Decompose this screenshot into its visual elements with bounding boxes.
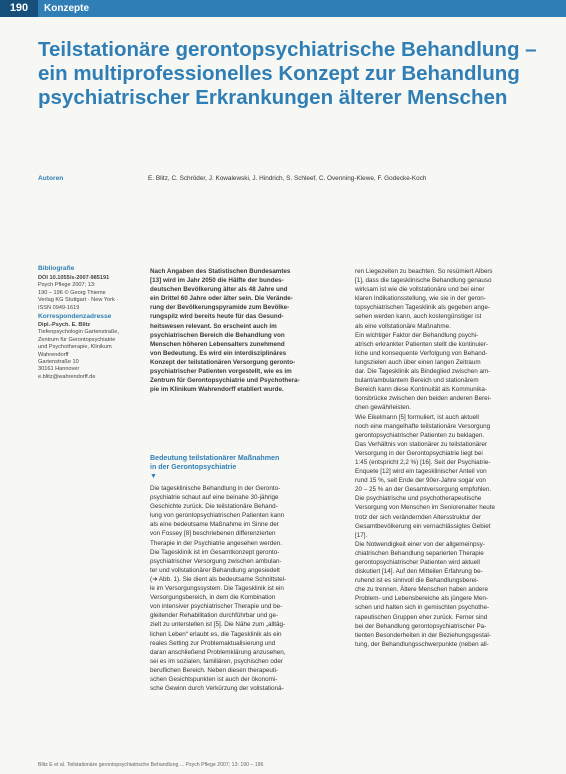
body-line: Versorgung in der Gerontopsychiatrie liegt bei: [355, 449, 483, 457]
title-line: Teilstationäre gerontopsychiatrische Behandlung –: [38, 38, 537, 61]
section-heading-line: in der Gerontopsychiatrie: [150, 463, 237, 471]
body-column-left: [150, 484, 347, 693]
correspondence-block: [38, 322, 144, 381]
article-title: [38, 38, 538, 110]
body-line: [1], dass die tagesklinische Behandlung genauso: [355, 277, 492, 285]
body-line: 20 – 25 % an der Gesamtversorgung empfohlen.: [355, 486, 492, 494]
body-line: ren Liegezeiten zu beachten. So resümiert Albers: [355, 268, 493, 275]
body-line: liche und konsequente Verfolgung von Behand-: [355, 349, 488, 357]
doi-line: DOI 10.1055/s-2007-985191: [38, 275, 110, 281]
body-line: Geschichte zurück. Die teilstationäre Behand-: [150, 503, 278, 511]
body-line: rapeutischen Gruppen eher zurück. Ferner sind: [355, 613, 488, 621]
body-line: Wie Eikelmann [5] formuliert, ist auch aktuell: [355, 413, 479, 421]
abstract-line: ein Drittel 60 Jahre oder älter sein. Die Verände-: [150, 295, 293, 303]
body-line: bei der Behandlung gerontopsychiatrischer Pa-: [355, 622, 487, 630]
bibliography-line: 190 – 196 © Georg Thieme: [38, 289, 106, 296]
body-line: Die tagesklinische Behandlung in der Geronto-: [150, 485, 281, 492]
body-line: schen Gesichtspunkten ist auch der ökonomi-: [150, 675, 278, 683]
correspondence-name: Dipl.-Psych. E. Blitz: [38, 322, 91, 328]
section-heading-line: Bedeutung teilstationärer Maßnahmen: [150, 454, 280, 462]
abstract-line: psychiatrischen Bereich die Behandlung von: [150, 331, 285, 339]
abstract-line: [13] wird im Jahr 2050 die Hälfte der bundes-: [150, 277, 284, 285]
body-line: gleitender Rehabilitation durchführbar und ge-: [150, 612, 279, 620]
author-list: E. Blitz, C. Schröder, J. Kowalewski, J. Hindrich, S. Schleef, C. Ovenning-Klewe, F. Godecke-Koch: [148, 175, 427, 182]
body-line: als eine vollstationäre Maßnahme.: [355, 322, 451, 330]
body-line: lung von gerontopsychiatrischen Patienten kann: [150, 512, 285, 520]
body-line: von intensiver psychiatrischer Therapie und be-: [150, 603, 283, 611]
body-line: trotz der sich verändernden Altersstruktur der: [355, 513, 481, 521]
body-line: topsychiatrischen Tagesklinik als gegeben ange-: [355, 304, 491, 312]
body-line: tionsbrücke zwischen den beiden anderen Berei-: [355, 395, 492, 403]
body-line: Die Notwendigkeit einer von der allgemeinpsy-: [355, 540, 485, 548]
body-line: 1:45 (entspricht 2,2 %) [16]. Seit der Psychiatrie-: [355, 458, 491, 466]
body-line: schen und halten sich in gemischten psychothe-: [355, 604, 490, 612]
bibliography-line: Verlag KG Stuttgart · New York ·: [38, 297, 119, 304]
body-line: chiatrischen Behandlung separierten Therapie: [355, 549, 484, 557]
body-line: che zu trennen. Ältere Menschen haben andere: [355, 586, 489, 594]
correspondence-line: Zentrum für Gerontopsychiatrie: [38, 336, 116, 343]
correspondence-line: 30161 Hannover: [38, 366, 80, 373]
correspondence-line: und Psychotherapie, Klinikum: [38, 344, 112, 351]
body-line: tienten Besonderheiten in der Beziehungsgestal-: [355, 631, 491, 639]
abstract-line: heitswesen relevant. So erscheint auch im: [150, 322, 277, 330]
title-line: psychiatrischer Erkrankungen älterer Menschen: [38, 86, 508, 109]
body-line: daran anschließend Problemklärung anzusehen,: [150, 648, 286, 656]
body-line: le im Versorgungssystem. Die Tagesklinik ist ein: [150, 585, 284, 593]
body-line: rund 15 %, seit Ende der 90er-Jahre sogar von: [355, 477, 486, 485]
body-line: wirksam ist wie die vollstationäre und bei einer: [355, 286, 485, 294]
body-line: Die psychiatrische und psychotherapeutische: [355, 495, 482, 503]
authors-label: Autoren: [38, 175, 64, 182]
abstract-line: psychiatrischer Patienten vorgestellt, wie es im: [150, 368, 292, 376]
section-heading: [150, 454, 347, 472]
body-line: Gesamtbevölkerung ein vernachlässigtes Gebiet: [355, 522, 491, 530]
body-line: sei es im sozialen, familiären, psychischen oder: [150, 657, 283, 665]
abstract-line: rung der Bevölkerungspyramide zum Bevölke-: [150, 304, 290, 312]
body-line: diskutiert [14]. Auf den Mitteilen Erfahrung be-: [355, 568, 483, 576]
header-bar: [0, 0, 566, 17]
abstract-line: pie im Klinikum Wahrendorff etabliert wurde.: [150, 386, 284, 394]
abstract-line: Konzept der teilstationären Versorgung geronto-: [150, 358, 296, 366]
body-column-right: [355, 267, 551, 649]
bibliography-label: Bibliografie: [38, 265, 75, 272]
body-line: noch eine mangelhafte teilstationäre Versorgung: [355, 422, 491, 430]
body-line: (➜ Abb. 1). Sie dient als bedeutsame Schnittstel-: [150, 575, 287, 583]
abstract: [150, 267, 347, 394]
body-line: gerontopsychiatrischer Patienten wird aktuell: [355, 559, 480, 566]
body-line: lichen Leben“ erlaubt es, die Tagesklinik als ein: [150, 630, 282, 638]
body-line: Problem- und Lebensbereiche als jüngere Men-: [355, 595, 489, 603]
body-line: [17].: [355, 531, 368, 539]
abstract-line: deutschen Bevölkerung älter als 48 Jahre und: [150, 286, 288, 294]
correspondence-line: Tiefenpsychologin Gartenstraße,: [38, 329, 119, 336]
section-label: Konzepte: [44, 3, 89, 14]
body-line: Bereich kann diese Kontinuität als Kommunika-: [355, 386, 487, 394]
body-line: Versorgungsbereich, in dem die Kombination: [150, 594, 276, 602]
body-line: chen gewährleisten.: [355, 404, 412, 412]
body-line: Die Tagesklinik ist im Gesamtkonzept geronto-: [150, 548, 280, 556]
bibliography-line: ISSN 0949-1619: [38, 304, 80, 311]
body-line: dar. Die Tagesklinik als Bindeglied zwischen am-: [355, 368, 491, 376]
body-line: atrisch erkrankter Patienten stellt die kontinuier-: [355, 340, 488, 348]
abstract-line: von Bedeutung. Es wird ein interdisziplinäres: [150, 349, 287, 357]
body-line: Das Verhältnis von stationärer zu teilstationärer: [355, 440, 487, 448]
body-line: Versorgung von Menschen im Seniorenalter heute: [355, 504, 496, 512]
page-footer: Blitz E et al. Teilstationäre gerontopsychiatrische Behandlung ... Psych Pflege 2007; 13: 190 – 196: [38, 762, 264, 768]
bibliography-block: [38, 275, 144, 312]
body-line: bulant/ambulantem Bereich und stationärem: [355, 377, 479, 385]
section-marker-icon: ▼: [150, 473, 157, 480]
title-line: ein multiprofessionelles Konzept zur Behandlung: [38, 62, 520, 85]
body-line: beruflichen Bereich. Neben diesen therapeuti-: [150, 666, 279, 674]
bibliography-line: Psych Pflege 2007; 13:: [38, 282, 96, 289]
body-line: ruhend ist es sinnvoll die Behandlungsberei-: [355, 577, 479, 585]
correspondence-email: e.blitz@wahrendorff.de: [38, 373, 96, 380]
body-line: Enquete [12] wird ein tagesklinischer Anteil von: [355, 468, 487, 476]
body-line: Ein wichtiger Faktor der Behandlung psychi-: [355, 331, 479, 339]
body-line: als eine bedeutsame Maßnahme im Sinne der: [150, 521, 279, 529]
body-line: zielt zu unterstellen ist [5]. Die Nähe zum „alltäg-: [150, 621, 286, 629]
correspondence-label: Korrespondenzadresse: [38, 313, 112, 320]
body-line: sche Gewinn durch Verkürzung der vollstationä-: [150, 685, 284, 693]
abstract-line: Menschen höheren Lebensalters zunehmend: [150, 340, 285, 348]
body-line: gerontopsychiatrischer Patienten zu beklagen.: [355, 431, 485, 439]
page-number: 190: [0, 0, 38, 17]
abstract-line: rungspilz wird bereits heute für das Gesund-: [150, 313, 284, 321]
body-line: sehen werden kann, auch kostengünstiger ist: [355, 313, 482, 321]
correspondence-line: Gartenstraße 10: [38, 359, 79, 366]
body-line: reales Setting zur Problemaktualisierung und: [150, 639, 276, 647]
body-line: klaren Indikationsstellung, wie sie in der geron-: [355, 295, 486, 303]
body-line: tung, der Behandlungsschwerpunkte (neben all-: [355, 640, 489, 648]
body-line: lungszielen auch über einen langen Zeitraum: [355, 358, 481, 366]
body-line: Therapie in der Psychiatrie angesehen werden.: [150, 539, 282, 547]
abstract-line: Zentrum für Gerontopsychiatrie und Psychothera-: [150, 377, 300, 385]
body-line: psychiatrischer Versorgung zwischen ambulan-: [150, 557, 282, 565]
correspondence-line: Wahrendorff: [38, 351, 69, 358]
body-line: ter und vollstationärer Behandlung angesiedelt: [150, 566, 280, 574]
body-line: psychiatrie schaut auf eine beinahe 30-jährige: [150, 494, 279, 502]
body-line: von Fossey [8] beschriebenen differenzierten: [150, 530, 276, 538]
abstract-line: Nach Angaben des Statistischen Bundesamtes: [150, 268, 291, 275]
